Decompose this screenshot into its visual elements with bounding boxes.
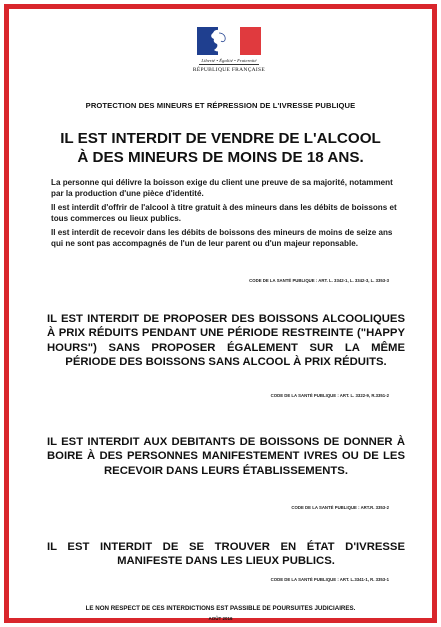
section-drunk-customers: IL EST INTERDIT AUX DEBITANTS DE BOISSONS DE DONNER À BOIRE À DES PERSONNES MANIFESTEMENT IVRES OU DE LES RECEVOIR DANS LEURS ÉTABLISSEMENTS. — [47, 436, 405, 477]
legal-reference-4: CODE DE LA SANTÉ PUBLIQUE : ART. L.3341-1, R. 3353-1 — [270, 577, 389, 582]
logo-divider — [199, 64, 259, 65]
paragraph-id-proof: La personne qui délivre la boisson exige du client une preuve de sa majorité, notamment par la production d'une pièce d'identité. — [51, 178, 393, 198]
penalty-notice: LE NON RESPECT DE CES INTERDICTIONS EST PASSIBLE DE POURSUITES JUDICIAIRES. — [85, 605, 356, 612]
paragraph-minors-under-16: Il est interdit de recevoir dans les débits de boissons des mineurs de moins de seize ans qui ne sont pas accompagnés de l'un de leur parent ou d'un majeur reponsable. — [51, 228, 393, 248]
section-public-drunkenness: IL EST INTERDIT DE SE TROUVER EN ÉTAT D'IVRESSE MANIFESTE DANS LES LIEUX PUBLICS. — [47, 541, 405, 568]
main-title-line-2: À DES MINEURS DE MOINS DE 18 ANS. — [77, 149, 364, 166]
main-title — [19, 129, 422, 167]
legal-reference-2: CODE DE LA SANTÉ PUBLIQUE : ART. L. 3322-9, R.3351-2 — [270, 393, 389, 398]
marianne-profile-icon — [201, 28, 241, 54]
publication-date: AOÛT 2016 — [208, 616, 233, 621]
legal-reference-3: CODE DE LA SANTÉ PUBLIQUE : ART.R. 3353-2 — [291, 505, 389, 510]
poster — [4, 4, 437, 623]
section-happy-hours: IL EST INTERDIT DE PROPOSER DES BOISSONS ALCOOLIQUES À PRIX RÉDUITS PENDANT UNE PÉRIODE RESTREINTE ("HAPPY HOURS") SANS PROPOSER ÉGALEMENT SUR LA MÊME PÉRIODE DES BOISSONS SANS ALCOOL À PRIX RÉDUITS. — [47, 313, 405, 368]
main-title-line-1: IL EST INTERDIT DE VENDRE DE L'ALCOOL — [60, 130, 381, 147]
french-flag-icon — [197, 27, 261, 55]
marianne-logo — [194, 27, 264, 87]
republic-name: RÉPUBLIQUE FRANÇAISE — [192, 67, 266, 73]
paragraph-free-alcohol: Il est interdit d'offrir de l'alcool à titre gratuit à des mineurs dans les débits de boissons et tous commerces ou lieux publics. — [51, 203, 397, 223]
republic-motto: Liberté • Égalité • Fraternité — [201, 58, 257, 63]
protection-heading: PROTECTION DES MINEURS ET RÉPRESSION DE L'IVRESSE PUBLIQUE — [85, 101, 356, 110]
legal-reference-1: CODE DE LA SANTÉ PUBLIQUE : ART. L. 3342-1, L. 3342-3, L. 3353-3 — [249, 278, 389, 283]
